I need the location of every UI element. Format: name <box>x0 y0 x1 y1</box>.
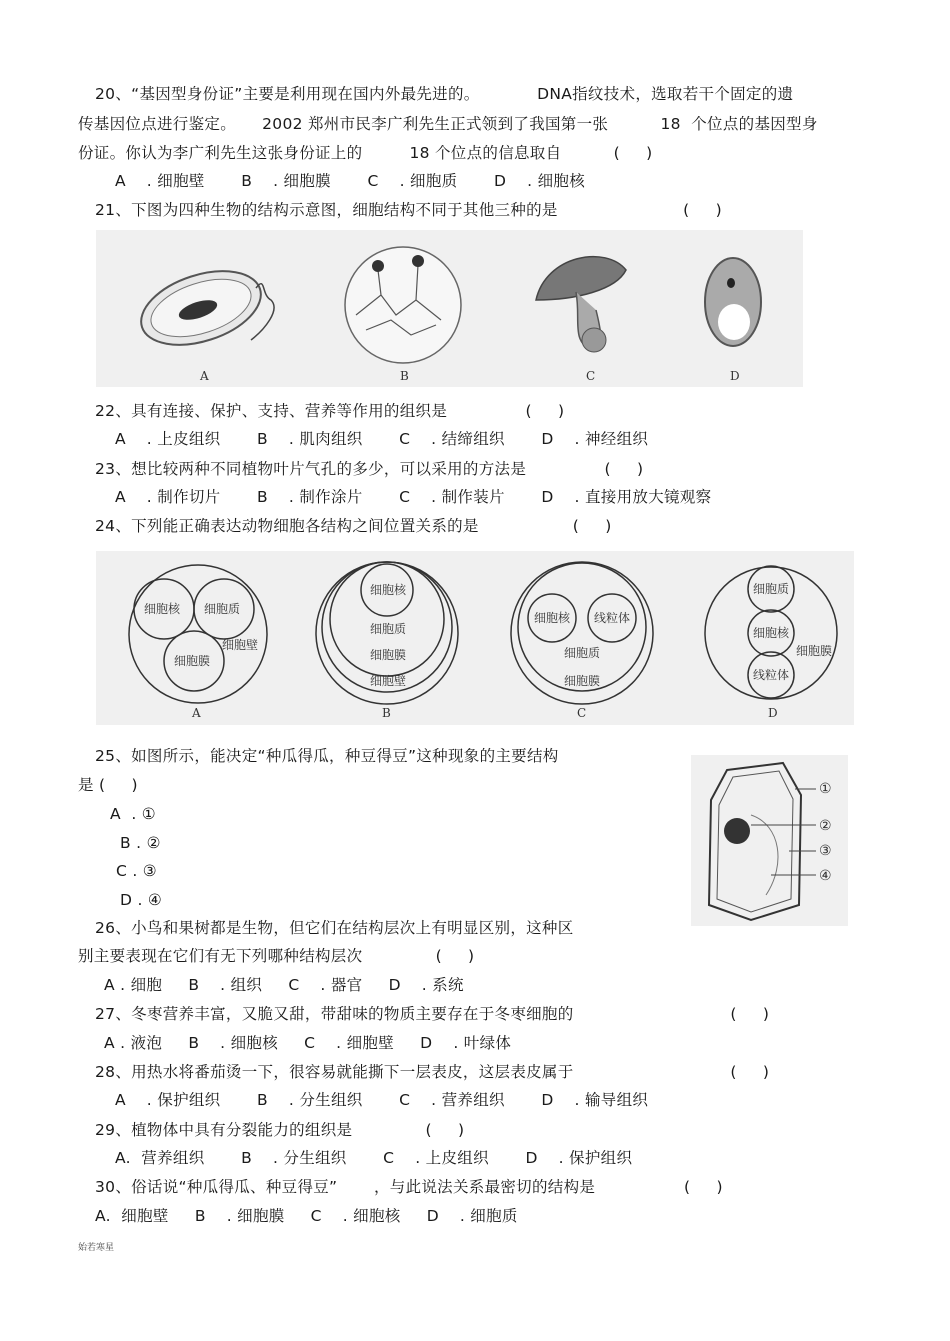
q25-option-b: B . ② <box>120 834 161 852</box>
diagram-c <box>511 562 653 704</box>
q30-stem: 30、俗话说“种瓜得瓜、种豆得豆” ，与此说法关系最密切的结构是 ( ) <box>95 1178 723 1196</box>
diagram-a-cytoplasm: 细胞质 <box>204 602 241 616</box>
q24-stem: 24、下列能正确表达动物细胞各结构之间位置关系的是 ( ) <box>95 517 612 535</box>
diagram-c-cytoplasm: 细胞质 <box>564 646 601 660</box>
diagram-b-cytoplasm: 细胞质 <box>370 622 407 636</box>
fig24-label-a: A <box>192 706 201 720</box>
q22-stem: 22、具有连接、保护、支持、营养等作用的组织是 ( ) <box>95 402 565 420</box>
q25-line-2: 是 ( ) <box>78 776 138 794</box>
fig24-label-c: C <box>577 706 587 720</box>
bacterium-image <box>132 257 274 358</box>
q23-options: A . 制作切片 B . 制作涂片 C . 制作装片 D . 直接用放大镜观察 <box>115 488 712 506</box>
yeast-image <box>705 258 761 346</box>
q22-options: A . 上皮组织 B . 肌肉组织 C . 结缔组织 D . 神经组织 <box>115 430 649 448</box>
diagram-d <box>705 566 837 699</box>
q25-plant-cell-figure <box>691 755 848 926</box>
mushroom-image <box>536 257 626 352</box>
q21-figure <box>96 230 803 387</box>
marker-2: ② <box>819 818 832 834</box>
q20-line-3: 份证。你认为李广利先生这张身份证上的 18 个位点的信息取自 ( ) <box>78 144 653 162</box>
diagram-a-nucleus: 细胞核 <box>144 602 181 616</box>
marker-4: ④ <box>819 868 832 884</box>
q28-stem: 28、用热水将番茄烫一下，很容易就能撕下一层表皮，这层表皮属于 ( ) <box>95 1063 770 1081</box>
q20-line-1: 20、“基因型身份证”主要是利用现在国内外最先进的。 DNA指纹技术，选取若干个固定的遗 <box>95 85 794 103</box>
q27-options: A . 液泡 B . 细胞核 C . 细胞壁 D . 叶绿体 <box>104 1034 512 1052</box>
q28-options: A . 保护组织 B . 分生组织 C . 营养组织 D . 输导组织 <box>115 1091 649 1109</box>
diagram-d-membrane: 细胞膜 <box>796 644 833 658</box>
q25-option-d: D . ④ <box>120 891 163 909</box>
q25-line-1: 25、如图所示，能决定“种瓜得瓜，种豆得豆”这种现象的主要结构 <box>95 747 559 765</box>
q21-stem: 21、下图为四种生物的结构示意图，细胞结构不同于其他三种的是 ( ) <box>95 201 723 219</box>
diagram-a-wall: 细胞壁 <box>222 638 259 652</box>
diagram-d-nucleus: 细胞核 <box>753 626 790 640</box>
fig24-label-b: B <box>382 706 391 720</box>
fig24-label-d: D <box>768 706 778 720</box>
diagram-b-membrane: 细胞膜 <box>370 648 407 662</box>
q20-options: A . 细胞壁 B . 细胞膜 C . 细胞质 D . 细胞核 <box>115 172 586 190</box>
q26-line-1: 26、小鸟和果树都是生物，但它们在结构层次上有明显区别，这种区 <box>95 919 574 937</box>
fig21-label-a: A <box>200 369 209 383</box>
q25-option-a: A . ① <box>110 805 157 823</box>
q26-line-2: 别主要表现在它们有无下列哪种结构层次 ( ) <box>78 947 475 965</box>
diagram-b <box>316 562 458 704</box>
q25-option-c: C . ③ <box>116 862 157 880</box>
q30-options: A. 细胞壁 B . 细胞膜 C . 细胞核 D . 细胞质 <box>95 1207 518 1225</box>
q24-figure <box>96 551 854 725</box>
q23-stem: 23、想比较两种不同植物叶片气孔的多少，可以采用的方法是 ( ) <box>95 460 644 478</box>
diagram-a-membrane: 细胞膜 <box>174 654 211 668</box>
footer-text: 始若寒星 <box>78 1243 115 1253</box>
diagram-a <box>129 565 267 703</box>
fig21-label-d: D <box>730 369 740 383</box>
marker-1: ① <box>819 781 832 797</box>
q29-stem: 29、植物体中具有分裂能力的组织是 ( ) <box>95 1121 465 1139</box>
fig21-label-c: C <box>586 369 596 383</box>
fig21-label-b: B <box>400 369 409 383</box>
diagram-c-mitochondria: 线粒体 <box>594 611 631 625</box>
diagram-c-membrane: 细胞膜 <box>564 674 601 688</box>
q20-line-2: 传基因位点进行鉴定。 2002 郑州市民李广利先生正式领到了我国第一张 18 个位点的基因型身 <box>78 115 818 133</box>
diagram-b-wall: 细胞壁 <box>370 674 407 688</box>
q26-options: A . 细胞 B . 组织 C . 器官 D . 系统 <box>104 976 464 994</box>
diagram-b-nucleus: 细胞核 <box>370 583 407 597</box>
diagram-c-nucleus: 细胞核 <box>534 611 571 625</box>
q29-options: A. 营养组织 B . 分生组织 C . 上皮组织 D . 保护组织 <box>115 1149 633 1167</box>
diagram-d-mitochondria: 线粒体 <box>753 668 790 682</box>
q27-stem: 27、冬枣营养丰富，又脆又甜，带甜味的物质主要存在于冬枣细胞的 ( ) <box>95 1005 770 1023</box>
marker-3: ③ <box>819 843 832 859</box>
mold-image <box>345 247 461 363</box>
diagram-d-cytoplasm: 细胞质 <box>753 582 790 596</box>
